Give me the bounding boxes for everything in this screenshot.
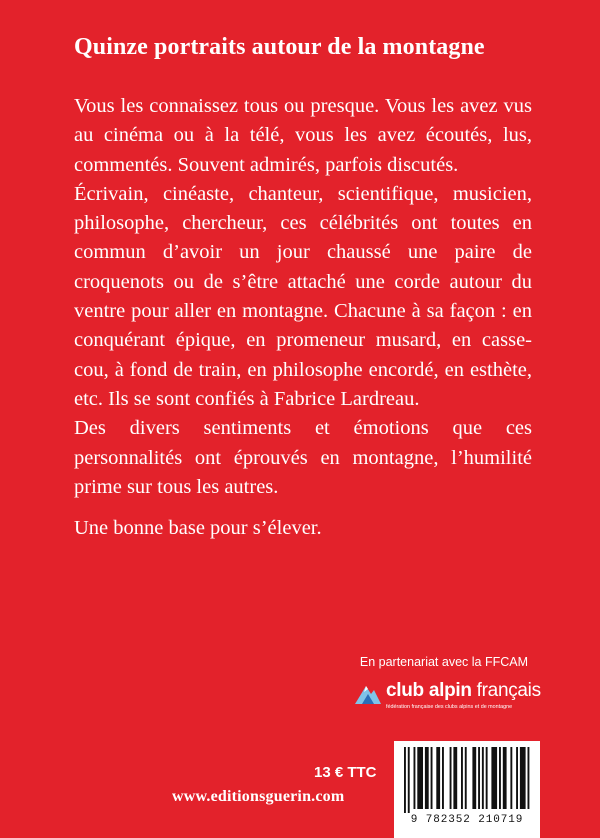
barcode-bar	[442, 747, 444, 809]
barcode-bar	[486, 747, 488, 809]
barcode-bar	[461, 747, 463, 809]
blurb-paragraph-2: Écrivain, cinéaste, chanteur, scientifique, musicien, philosophe, chercheur, ces célébrités ont toutes en commun d’avoir un jour chaussé une paire de croquenots ou de s’être attaché une corde autour du ventre pour aller en montagne. Chacune à sa façon : en conquérant épique, en promeneur musard, en casse-cou, à fond de train, en philosophe encordé, en esthète, etc. Ils se sont confiés à Fabrice Lardreau.	[74, 182, 532, 410]
barcode-bar	[404, 747, 406, 813]
mountain-logo-icon	[354, 682, 382, 708]
barcode-bar	[491, 747, 497, 809]
cover-title: Quinze portraits autour de la montagne	[74, 34, 485, 60]
barcode-icon	[402, 747, 532, 813]
barcode-bar	[528, 747, 530, 809]
blurb	[74, 92, 532, 543]
barcode-bar	[482, 747, 484, 809]
barcode-bar	[516, 747, 518, 809]
barcode-bar	[503, 747, 507, 809]
club-alpin-subtitle: fédération française des clubs alpins et de montagne	[386, 704, 513, 710]
price: 13 € TTC	[314, 764, 377, 781]
publisher-website: www.editionsguerin.com	[172, 788, 345, 805]
barcode	[394, 741, 540, 838]
barcode-digits: 9 782352 210719	[410, 814, 524, 826]
barcode-bar	[472, 747, 476, 809]
barcode-bar	[417, 747, 423, 809]
barcode-bar	[478, 747, 480, 809]
club-alpin-name-bold: club alpin	[386, 680, 472, 701]
club-alpin-name	[386, 680, 541, 702]
barcode-bar	[520, 747, 526, 809]
barcode-bar	[450, 747, 452, 809]
blurb-paragraph-3: Des divers sentiments et émotions que ces personnalités ont éprouvés en montagne, l’humilité prime sur tous les autres.	[74, 417, 532, 498]
club-alpin-logo	[354, 680, 541, 724]
barcode-bar	[453, 747, 457, 809]
club-alpin-name-light: français	[476, 680, 541, 701]
barcode-bar	[510, 747, 512, 809]
blurb-paragraph-1: Vous les connaissez tous ou presque. Vous les avez vus au cinéma ou à la télé, vous les avez écoutés, lus, commentés. Souvent admirés, parfois discutés.	[74, 95, 532, 176]
barcode-bar	[414, 747, 416, 809]
barcode-bar	[465, 747, 467, 809]
blurb-closing-line: Une bonne base pour s’élever.	[74, 517, 322, 540]
barcode-bar	[436, 747, 440, 809]
barcode-bar	[408, 747, 410, 813]
barcode-bar	[425, 747, 429, 809]
partner-text: En partenariat avec la FFCAM	[359, 655, 528, 669]
barcode-bar	[431, 747, 433, 809]
barcode-bar	[499, 747, 501, 809]
